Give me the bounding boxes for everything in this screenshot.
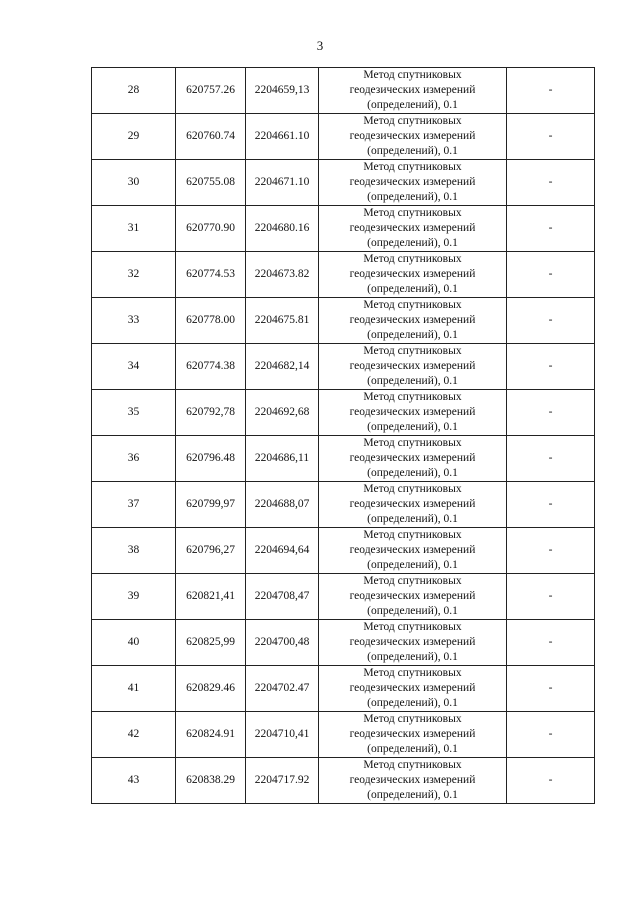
y-coordinate-cell: 2204710,41 [246, 712, 319, 758]
table-row [92, 758, 595, 804]
method-text-line-3: (определений), 0.1 [367, 191, 458, 203]
description-cell: - [507, 528, 595, 574]
description-cell: - [507, 114, 595, 160]
method-text-line-2: геодезических измерений [349, 452, 476, 464]
x-coordinate-cell: 620821,41 [176, 574, 246, 620]
method-cell [319, 390, 507, 436]
description-cell: - [507, 344, 595, 390]
method-text-line-3: (определений), 0.1 [367, 329, 458, 341]
method-text-line-3: (определений), 0.1 [367, 605, 458, 617]
method-text-line-2: геодезических измерений [349, 682, 476, 694]
method-cell [319, 712, 507, 758]
y-coordinate-cell: 2204673.82 [246, 252, 319, 298]
description-cell: - [507, 160, 595, 206]
method-text-line-2: геодезических измерений [349, 84, 476, 96]
description-cell: - [507, 758, 595, 804]
method-text-line-1: Метод спутниковых [363, 69, 462, 81]
point-number-cell: 40 [92, 620, 176, 666]
description-cell: - [507, 620, 595, 666]
x-coordinate-cell: 620792,78 [176, 390, 246, 436]
point-number-cell: 43 [92, 758, 176, 804]
x-coordinate-cell: 620774.38 [176, 344, 246, 390]
table-row [92, 252, 595, 298]
method-text-line-2: геодезических измерений [349, 268, 476, 280]
method-text-line-3: (определений), 0.1 [367, 145, 458, 157]
method-text-line-2: геодезических измерений [349, 728, 476, 740]
description-cell: - [507, 574, 595, 620]
point-number-cell: 35 [92, 390, 176, 436]
description-cell: - [507, 436, 595, 482]
table-row [92, 298, 595, 344]
method-cell [319, 574, 507, 620]
y-coordinate-cell: 2204717.92 [246, 758, 319, 804]
point-number-cell: 28 [92, 68, 176, 114]
table-row [92, 68, 595, 114]
description-cell: - [507, 298, 595, 344]
table-row [92, 436, 595, 482]
method-cell [319, 160, 507, 206]
table-row [92, 666, 595, 712]
method-text-line-3: (определений), 0.1 [367, 421, 458, 433]
x-coordinate-cell: 620824.91 [176, 712, 246, 758]
method-text-line-1: Метод спутниковых [363, 667, 462, 679]
point-number-cell: 31 [92, 206, 176, 252]
description-cell: - [507, 68, 595, 114]
y-coordinate-cell: 2204682,14 [246, 344, 319, 390]
method-text-line-1: Метод спутниковых [363, 621, 462, 633]
method-text-line-2: геодезических измерений [349, 314, 476, 326]
method-cell [319, 666, 507, 712]
method-text-line-1: Метод спутниковых [363, 529, 462, 541]
method-text-line-1: Метод спутниковых [363, 483, 462, 495]
table-row [92, 620, 595, 666]
method-text-line-2: геодезических измерений [349, 774, 476, 786]
method-text-line-3: (определений), 0.1 [367, 375, 458, 387]
method-text-line-1: Метод спутниковых [363, 345, 462, 357]
table-row [92, 712, 595, 758]
method-text-line-2: геодезических измерений [349, 360, 476, 372]
y-coordinate-cell: 2204692,68 [246, 390, 319, 436]
y-coordinate-cell: 2204659,13 [246, 68, 319, 114]
point-number-cell: 32 [92, 252, 176, 298]
x-coordinate-cell: 620778.00 [176, 298, 246, 344]
method-text-line-1: Метод спутниковых [363, 391, 462, 403]
method-text-line-3: (определений), 0.1 [367, 467, 458, 479]
method-text-line-2: геодезических измерений [349, 176, 476, 188]
x-coordinate-cell: 620757.26 [176, 68, 246, 114]
point-number-cell: 37 [92, 482, 176, 528]
method-text-line-3: (определений), 0.1 [367, 559, 458, 571]
method-cell [319, 344, 507, 390]
method-cell [319, 252, 507, 298]
description-cell: - [507, 712, 595, 758]
y-coordinate-cell: 2204675.81 [246, 298, 319, 344]
method-cell [319, 758, 507, 804]
method-text-line-1: Метод спутниковых [363, 253, 462, 265]
method-cell [319, 620, 507, 666]
method-text-line-1: Метод спутниковых [363, 575, 462, 587]
method-text-line-2: геодезических измерений [349, 130, 476, 142]
method-text-line-3: (определений), 0.1 [367, 283, 458, 295]
method-text-line-1: Метод спутниковых [363, 161, 462, 173]
table-row [92, 574, 595, 620]
x-coordinate-cell: 620796,27 [176, 528, 246, 574]
y-coordinate-cell: 2204661.10 [246, 114, 319, 160]
method-text-line-1: Метод спутниковых [363, 437, 462, 449]
table-row [92, 390, 595, 436]
method-text-line-2: геодезических измерений [349, 544, 476, 556]
method-text-line-3: (определений), 0.1 [367, 513, 458, 525]
method-cell [319, 68, 507, 114]
description-cell: - [507, 390, 595, 436]
x-coordinate-cell: 620829.46 [176, 666, 246, 712]
x-coordinate-cell: 620796.48 [176, 436, 246, 482]
coordinates-table [91, 67, 595, 804]
method-text-line-1: Метод спутниковых [363, 713, 462, 725]
description-cell: - [507, 666, 595, 712]
table-row [92, 344, 595, 390]
y-coordinate-cell: 2204700,48 [246, 620, 319, 666]
table-row [92, 160, 595, 206]
table-body [92, 68, 595, 804]
point-number-cell: 42 [92, 712, 176, 758]
description-cell: - [507, 206, 595, 252]
method-text-line-3: (определений), 0.1 [367, 651, 458, 663]
description-cell: - [507, 482, 595, 528]
point-number-cell: 34 [92, 344, 176, 390]
table-row [92, 114, 595, 160]
y-coordinate-cell: 2204708,47 [246, 574, 319, 620]
method-text-line-3: (определений), 0.1 [367, 99, 458, 111]
table-row [92, 528, 595, 574]
point-number-cell: 39 [92, 574, 176, 620]
method-text-line-2: геодезических измерений [349, 498, 476, 510]
method-text-line-3: (определений), 0.1 [367, 789, 458, 801]
x-coordinate-cell: 620755.08 [176, 160, 246, 206]
point-number-cell: 30 [92, 160, 176, 206]
y-coordinate-cell: 2204702.47 [246, 666, 319, 712]
point-number-cell: 41 [92, 666, 176, 712]
method-cell [319, 436, 507, 482]
method-cell [319, 298, 507, 344]
x-coordinate-cell: 620799,97 [176, 482, 246, 528]
point-number-cell: 29 [92, 114, 176, 160]
method-text-line-3: (определений), 0.1 [367, 697, 458, 709]
y-coordinate-cell: 2204686,11 [246, 436, 319, 482]
method-text-line-2: геодезических измерений [349, 222, 476, 234]
y-coordinate-cell: 2204671.10 [246, 160, 319, 206]
method-text-line-2: геодезических измерений [349, 406, 476, 418]
x-coordinate-cell: 620760.74 [176, 114, 246, 160]
method-text-line-3: (определений), 0.1 [367, 237, 458, 249]
method-text-line-1: Метод спутниковых [363, 207, 462, 219]
method-text-line-2: геодезических измерений [349, 590, 476, 602]
point-number-cell: 33 [92, 298, 176, 344]
x-coordinate-cell: 620838.29 [176, 758, 246, 804]
method-cell [319, 206, 507, 252]
y-coordinate-cell: 2204694,64 [246, 528, 319, 574]
method-text-line-1: Метод спутниковых [363, 759, 462, 771]
description-cell: - [507, 252, 595, 298]
method-cell [319, 528, 507, 574]
table-row [92, 482, 595, 528]
method-cell [319, 114, 507, 160]
method-text-line-1: Метод спутниковых [363, 299, 462, 311]
method-text-line-2: геодезических измерений [349, 636, 476, 648]
point-number-cell: 38 [92, 528, 176, 574]
point-number-cell: 36 [92, 436, 176, 482]
y-coordinate-cell: 2204680.16 [246, 206, 319, 252]
page-number: 3 [316, 38, 324, 53]
method-text-line-1: Метод спутниковых [363, 115, 462, 127]
method-text-line-3: (определений), 0.1 [367, 743, 458, 755]
y-coordinate-cell: 2204688,07 [246, 482, 319, 528]
method-cell [319, 482, 507, 528]
table-row [92, 206, 595, 252]
x-coordinate-cell: 620770.90 [176, 206, 246, 252]
x-coordinate-cell: 620825,99 [176, 620, 246, 666]
x-coordinate-cell: 620774.53 [176, 252, 246, 298]
